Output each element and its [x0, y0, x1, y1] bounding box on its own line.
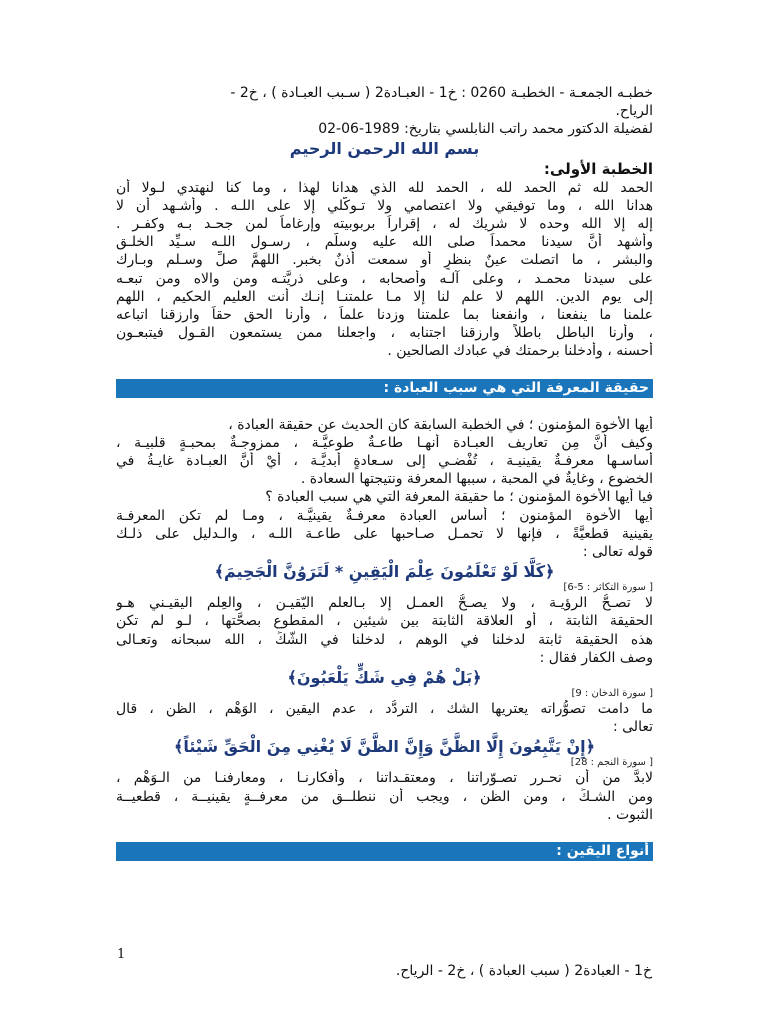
body-line: أيها الأخوة المؤمنون ؛ في الخطبة السابقة كان الحديث عن حقيقة العبادة ،	[228, 416, 653, 433]
intro-line: هدانا الله ، وما توفيقي ولا اعتصامي ولا تـوكّلي إلا على اللـه . وأشـهد أن لا	[116, 197, 653, 214]
body-line: فيا أيها الأخوة المؤمنون ؛ ما حقيقة المعرفة التي هي سبب العبادة ؟	[265, 489, 653, 506]
body-line: ما دامت تصوُّراته يعتريها الشك ، التردُّد ، عدم اليقين ، الوَهْم ، الظن ، قال	[116, 701, 653, 718]
intro-line: وأشهد أنَّ سيدنا محمداً صلى الله عليه وسلّم ، رسـول اللـه سـيِّد الخلـق	[116, 234, 653, 251]
quran-verse-takathur: ﴿كَلَّا لَوْ تَعْلَمُونَ عِلْمَ الْيَقِينِ * لَتَرَوُنَّ الْجَحِيمَ﴾	[214, 562, 555, 582]
page-number: 1	[117, 947, 126, 962]
body-line: يقينية قطعيَّةً ، فإنها لا تحمـل صـاحبها على طاعـة اللـه ، والـدليل على ذلـك	[116, 525, 653, 542]
section-heading-knowledge: حقيقة المعرفة التي هي سبب العبادة :	[116, 379, 653, 398]
intro-line: علمنا ما ينفعنا ، وانفعنا بما علمتنا وزدنا علماً ، وأرنا الحق حقاً وارزقنا اتباعه	[116, 307, 653, 324]
footer-title: خ1 - العبادة2 ( سبب العبادة ) ، خ2 - الرياح.	[395, 963, 652, 979]
verse-reference: [ سورة النجم : 28]	[570, 757, 653, 769]
intro-paragraph	[116, 179, 653, 361]
intro-line: والبشر ، ما اتصلت عينٌ بنظرٍ أو سمعت أذنٌ بخبر. اللهمَّ صلِّ وسـلم وبـارك	[116, 252, 653, 269]
section1-paragraph-b	[116, 594, 653, 667]
basmala: بسم الله الرحمن الرحيم	[289, 138, 480, 158]
body-line: هذه الحقيقة ثابتة لدخلنا في الوهم ، لدخلنا في الشَّكِّ ، الله سبحانه وتعـالى	[116, 631, 653, 648]
spacer	[116, 361, 653, 379]
quran-verse-najm: ﴿إِنْ يَتَّبِعُونَ إِلَّا الظَّنَّ وَإِنَّ الظَّنَّ لَا يُغْنِي مِنَ الْحَقِّ شَيْئاً﴾	[173, 737, 596, 757]
body-line: وكيف أنَّ مِن تعاريف العبـادة أنهـا طاعـةٌ طوعيَّـة ، ممزوجـةٌ بمحبـةٍ قلبيـة ،	[116, 434, 653, 451]
body-line: الحقيقة الثابتة ، أو العلاقة الثابتة بين شيئين ، المقطوع بصحَّتها ، لـو لم تكن	[116, 613, 653, 630]
spacer	[116, 398, 653, 416]
verse-reference: [ سورة الدخان : 9]	[571, 688, 653, 700]
section-heading-certainty-types: أنواع اليقين :	[116, 842, 653, 861]
body-line: الخضوع ، وغايةٌ في المحبة ، سببها المعرفة ونتيجتها السعادة .	[300, 471, 653, 488]
header-line-2: الرياح.	[615, 103, 653, 120]
body-line: ومن الشـكِّ ، ومن الظن ، ويجب أن ننطلــق من معرفــةٍ يقينيــة ، قطعيــة	[116, 788, 653, 805]
intro-line: الحمد لله ثم الحمد لله ، الحمد لله الذي هدانا لهذا ، وما كنا لنهتدي لـولا أن	[116, 179, 653, 196]
header-line-3: لفضيلة الدكتور محمد راتب النابلسي بتاريخ: 1989-06-02	[318, 121, 653, 138]
body-line: أساسـها معرفـةٌ يقينيـة ، تُفْضـي إلى سـعادةٍ أبديَّـة ، أيْ أنَّ العبـادة غايـةُ في	[116, 453, 653, 470]
body-line: قوله تعالى :	[582, 544, 653, 561]
body-line: أيها الأخوة المؤمنون ؛ أساس العبادة معرفـةٌ يقينيَّـة ، ومـا لم تكن المعرفـة	[116, 507, 653, 524]
body-line: الثبوت .	[607, 806, 653, 823]
spacer	[116, 824, 653, 842]
intro-line: على سيدنا محمـد ، وعلى آلـه وأصحابه ، وعلى ذريَّتـه ومن والاه ومن تبعـه	[116, 270, 653, 287]
intro-line: أحسنه ، وأدخلنا برحمتك في عبادك الصالحين .	[387, 343, 653, 360]
first-khutba-title: الخطبة الأولى:	[543, 159, 653, 178]
section1-paragraph-a	[116, 416, 653, 562]
intro-line: إله إلا الله وحده لا شريك له ، إقراراً بربوبيته وإرغاماً لمن جحـد بـه وكفـر .	[116, 216, 653, 233]
body-line: تعالى :	[612, 719, 653, 736]
body-line: وصف الكفار فقال :	[539, 649, 653, 666]
document-page	[116, 84, 653, 861]
intro-line: ، وأرنا الباطل باطلاً وارزقنا اجتنابه ، واجعلنا ممن يستمعون القـول فيتبعـون	[116, 325, 653, 342]
section1-paragraph-d	[116, 769, 653, 824]
intro-line: إلى يوم الدين. اللهم لا علم لنا إلا مـا علمتنـا إنـك أنت العليم الحكيم ، اللهم	[116, 288, 653, 305]
body-line: لا تصـحُّ الرؤيـة ، ولا يصـحُّ العمـل إلا بـالعلم اليّقيـن ، والعِلم اليقيـني هـو	[116, 595, 653, 612]
verse-reference: [ سورة التكاثر : 5-6]	[563, 582, 653, 594]
quran-verse-dukhan: ﴿بَلْ هُمْ فِي شَكٍّ يَلْعَبُونَ﴾	[287, 668, 482, 688]
header-line-1: خطبـه الجمعـة - الخطبـة 0260 : خ1 - العبـادة2 ( سـبب العبـادة ) ، خ2 -	[230, 85, 653, 101]
section1-paragraph-c	[116, 700, 653, 736]
body-line: لابدَّ من أن نحـرر تصـوّراتنا ، ومعتقـداتنا ، وأفكارنـا ، ومعارفنـا من الـوَهْم ،	[116, 770, 653, 787]
